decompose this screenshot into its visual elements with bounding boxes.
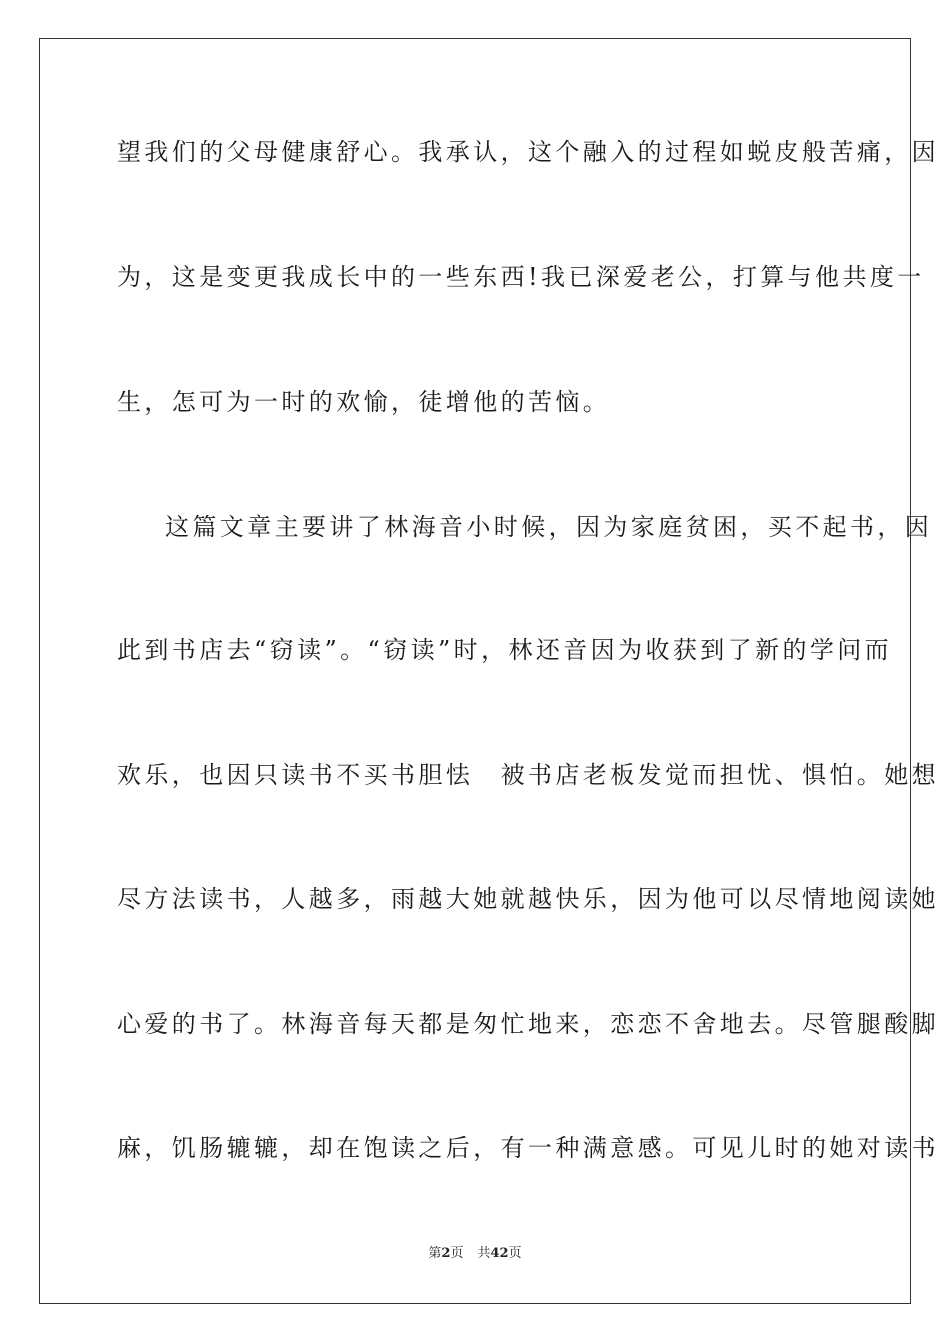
total-suffix: 页 (508, 1246, 522, 1261)
text-line-7: 尽方法读书，人越多，雨越大她就越快乐，因为他可以尽情地阅读她 (117, 885, 939, 913)
page-number: 2 (441, 1246, 451, 1261)
text-line-9: 麻，饥肠辘辘，却在饱读之后，有一种满意感。可见儿时的她对读书 (117, 1134, 939, 1162)
text-line-3: 生，怎可为一时的欢愉，徒增他的苦恼。 (117, 388, 611, 416)
total-pages: 42 (490, 1246, 509, 1261)
total-prefix: 共 (477, 1246, 491, 1261)
text-line-4: 这篇文章主要讲了林海音小时候，因为家庭贫困，买不起书，因 (165, 513, 933, 541)
page-prefix: 第 (428, 1246, 442, 1261)
page-border (39, 38, 939, 1304)
page-suffix: 页 (450, 1246, 464, 1261)
text-line-8: 心爱的书了。林海音每天都是匆忙地来，恋恋不舍地去。尽管腿酸脚 (117, 1010, 939, 1038)
page-footer (0, 1246, 950, 1262)
text-line-1: 望我们的父母健康舒心。我承认，这个融入的过程如蜕皮般苦痛，因 (117, 138, 939, 166)
text-line-5: 此到书店去“窃读”。“窃读”时，林还音因为收获到了新的学问而 (117, 636, 893, 664)
text-line-2: 为，这是变更我成长中的一些东西!我已深爱老公，打算与他共度一 (117, 263, 925, 291)
text-line-6: 欢乐，也因只读书不买书胆怯 被书店老板发觉而担忧、惧怕。她想 (117, 761, 939, 789)
